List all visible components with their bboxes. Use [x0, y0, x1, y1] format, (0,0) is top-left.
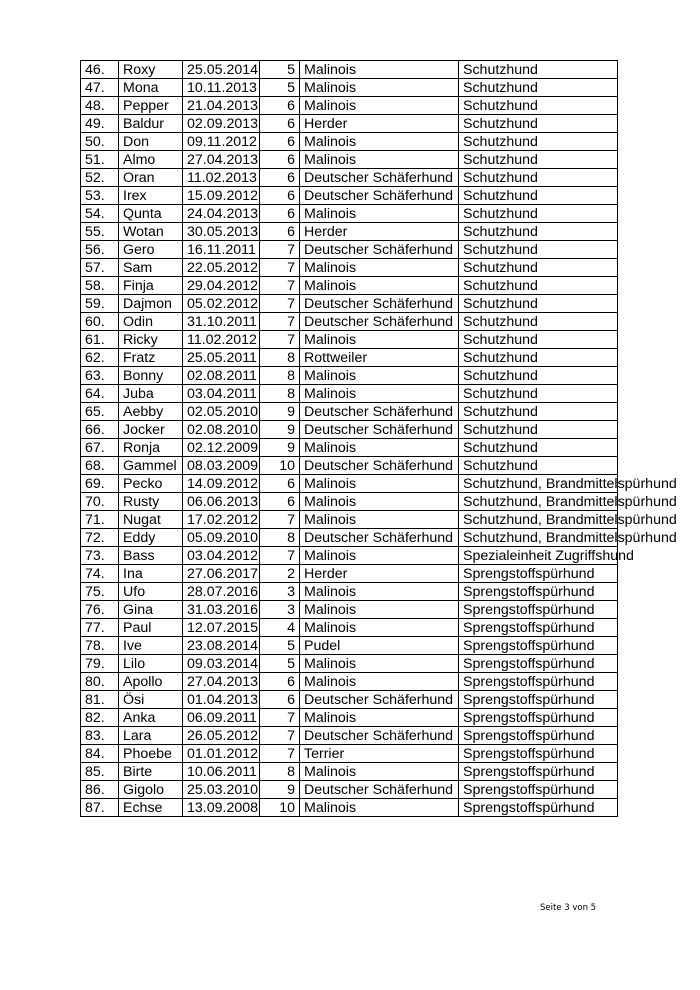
breed-cell: Herder [300, 565, 459, 583]
usage-cell: Sprengstoffspürhund [459, 601, 618, 619]
table-row [81, 457, 618, 475]
table-row [81, 223, 618, 241]
breed-cell: Malinois [300, 475, 459, 493]
table-row [81, 619, 618, 637]
table-row [81, 331, 618, 349]
birth-date-cell: 09.03.2014 [183, 655, 260, 673]
usage-cell: Schutzhund [459, 259, 618, 277]
birth-date-cell: 08.03.2009 [183, 457, 260, 475]
birth-date-cell: 02.12.2009 [183, 439, 260, 457]
age-cell: 7 [260, 241, 300, 259]
breed-cell: Malinois [300, 259, 459, 277]
age-cell: 6 [260, 133, 300, 151]
row-number-cell: 57. [81, 259, 119, 277]
dog-name-cell: Baldur [119, 115, 183, 133]
age-cell: 4 [260, 619, 300, 637]
page-footer: Seite 3 von 5 [540, 903, 597, 913]
row-number-cell: 55. [81, 223, 119, 241]
table-row [81, 439, 618, 457]
birth-date-cell: 31.03.2016 [183, 601, 260, 619]
dog-name-cell: Gero [119, 241, 183, 259]
table-row [81, 709, 618, 727]
age-cell: 9 [260, 439, 300, 457]
row-number-cell: 54. [81, 205, 119, 223]
birth-date-cell: 22.05.2012 [183, 259, 260, 277]
dog-name-cell: Birte [119, 763, 183, 781]
table-row [81, 97, 618, 115]
table-row [81, 565, 618, 583]
row-number-cell: 85. [81, 763, 119, 781]
dog-name-cell: Dajmon [119, 295, 183, 313]
usage-cell: Sprengstoffspürhund [459, 583, 618, 601]
dog-name-cell: Pecko [119, 475, 183, 493]
row-number-cell: 72. [81, 529, 119, 547]
usage-cell: Sprengstoffspürhund [459, 691, 618, 709]
dog-name-cell: Ive [119, 637, 183, 655]
dog-name-cell: Gigolo [119, 781, 183, 799]
dog-name-cell: Apollo [119, 673, 183, 691]
dog-name-cell: Jocker [119, 421, 183, 439]
dog-name-cell: Ricky [119, 331, 183, 349]
birth-date-cell: 11.02.2012 [183, 331, 260, 349]
age-cell: 10 [260, 457, 300, 475]
table-row [81, 601, 618, 619]
breed-cell: Malinois [300, 331, 459, 349]
usage-cell: Schutzhund [459, 133, 618, 151]
table-row [81, 493, 618, 511]
table-row [81, 421, 618, 439]
age-cell: 8 [260, 385, 300, 403]
usage-cell: Sprengstoffspürhund [459, 781, 618, 799]
breed-cell: Malinois [300, 709, 459, 727]
row-number-cell: 61. [81, 331, 119, 349]
table-row [81, 79, 618, 97]
dog-name-cell: Wotan [119, 223, 183, 241]
breed-cell: Deutscher Schäferhund [300, 529, 459, 547]
breed-cell: Malinois [300, 673, 459, 691]
usage-cell: Schutzhund, Brandmittelspürhund [459, 493, 618, 511]
row-number-cell: 58. [81, 277, 119, 295]
usage-cell: Schutzhund [459, 439, 618, 457]
breed-cell: Malinois [300, 655, 459, 673]
table-row [81, 241, 618, 259]
table-row [81, 277, 618, 295]
breed-cell: Malinois [300, 583, 459, 601]
row-number-cell: 47. [81, 79, 119, 97]
dog-name-cell: Fratz [119, 349, 183, 367]
row-number-cell: 73. [81, 547, 119, 565]
birth-date-cell: 02.09.2013 [183, 115, 260, 133]
dog-name-cell: Ufo [119, 583, 183, 601]
birth-date-cell: 24.04.2013 [183, 205, 260, 223]
breed-cell: Malinois [300, 151, 459, 169]
table-row [81, 385, 618, 403]
birth-date-cell: 06.06.2013 [183, 493, 260, 511]
table-row [81, 781, 618, 799]
usage-cell: Schutzhund [459, 295, 618, 313]
usage-cell: Schutzhund, Brandmittelspürhund [459, 475, 618, 493]
dog-name-cell: Roxy [119, 61, 183, 79]
row-number-cell: 75. [81, 583, 119, 601]
dog-name-cell: Pepper [119, 97, 183, 115]
dog-name-cell: Oran [119, 169, 183, 187]
usage-cell: Schutzhund [459, 115, 618, 133]
birth-date-cell: 12.07.2015 [183, 619, 260, 637]
dog-name-cell: Finja [119, 277, 183, 295]
table-row [81, 187, 618, 205]
row-number-cell: 82. [81, 709, 119, 727]
row-number-cell: 70. [81, 493, 119, 511]
dog-name-cell: Irex [119, 187, 183, 205]
breed-cell: Malinois [300, 385, 459, 403]
age-cell: 6 [260, 187, 300, 205]
table-row [81, 295, 618, 313]
row-number-cell: 84. [81, 745, 119, 763]
dog-name-cell: Ösi [119, 691, 183, 709]
age-cell: 9 [260, 403, 300, 421]
birth-date-cell: 27.06.2017 [183, 565, 260, 583]
table-row [81, 259, 618, 277]
dog-name-cell: Phoebe [119, 745, 183, 763]
birth-date-cell: 14.09.2012 [183, 475, 260, 493]
age-cell: 3 [260, 601, 300, 619]
row-number-cell: 52. [81, 169, 119, 187]
usage-cell: Schutzhund [459, 313, 618, 331]
dog-name-cell: Ronja [119, 439, 183, 457]
row-number-cell: 48. [81, 97, 119, 115]
table-row [81, 547, 618, 565]
age-cell: 9 [260, 781, 300, 799]
dog-name-cell: Eddy [119, 529, 183, 547]
dog-name-cell: Odin [119, 313, 183, 331]
birth-date-cell: 09.11.2012 [183, 133, 260, 151]
birth-date-cell: 10.11.2013 [183, 79, 260, 97]
birth-date-cell: 25.03.2010 [183, 781, 260, 799]
table-row [81, 205, 618, 223]
row-number-cell: 81. [81, 691, 119, 709]
table-row [81, 691, 618, 709]
birth-date-cell: 10.06.2011 [183, 763, 260, 781]
age-cell: 7 [260, 313, 300, 331]
row-number-cell: 78. [81, 637, 119, 655]
usage-cell: Schutzhund, Brandmittelspürhund [459, 511, 618, 529]
breed-cell: Malinois [300, 799, 459, 817]
usage-cell: Schutzhund [459, 223, 618, 241]
age-cell: 7 [260, 709, 300, 727]
age-cell: 6 [260, 169, 300, 187]
dog-name-cell: Rusty [119, 493, 183, 511]
breed-cell: Deutscher Schäferhund [300, 457, 459, 475]
row-number-cell: 62. [81, 349, 119, 367]
breed-cell: Deutscher Schäferhund [300, 727, 459, 745]
row-number-cell: 46. [81, 61, 119, 79]
usage-cell: Schutzhund [459, 277, 618, 295]
usage-cell: Schutzhund [459, 169, 618, 187]
dog-name-cell: Mona [119, 79, 183, 97]
age-cell: 8 [260, 763, 300, 781]
breed-cell: Deutscher Schäferhund [300, 421, 459, 439]
row-number-cell: 87. [81, 799, 119, 817]
usage-cell: Sprengstoffspürhund [459, 619, 618, 637]
age-cell: 9 [260, 421, 300, 439]
breed-cell: Deutscher Schäferhund [300, 187, 459, 205]
table-row [81, 169, 618, 187]
age-cell: 7 [260, 547, 300, 565]
birth-date-cell: 05.09.2010 [183, 529, 260, 547]
age-cell: 6 [260, 205, 300, 223]
dog-name-cell: Juba [119, 385, 183, 403]
table-row [81, 655, 618, 673]
dog-name-cell: Gammel [119, 457, 183, 475]
dog-name-cell: Qunta [119, 205, 183, 223]
row-number-cell: 76. [81, 601, 119, 619]
birth-date-cell: 30.05.2013 [183, 223, 260, 241]
age-cell: 7 [260, 745, 300, 763]
usage-cell: Sprengstoffspürhund [459, 763, 618, 781]
breed-cell: Deutscher Schäferhund [300, 781, 459, 799]
birth-date-cell: 21.04.2013 [183, 97, 260, 115]
row-number-cell: 74. [81, 565, 119, 583]
row-number-cell: 80. [81, 673, 119, 691]
usage-cell: Schutzhund [459, 331, 618, 349]
table-row [81, 367, 618, 385]
age-cell: 7 [260, 511, 300, 529]
usage-cell: Schutzhund [459, 241, 618, 259]
row-number-cell: 60. [81, 313, 119, 331]
table-row [81, 727, 618, 745]
usage-cell: Sprengstoffspürhund [459, 565, 618, 583]
row-number-cell: 68. [81, 457, 119, 475]
usage-cell: Schutzhund [459, 205, 618, 223]
usage-cell: Schutzhund, Brandmittelspürhund [459, 529, 618, 547]
table-row [81, 61, 618, 79]
birth-date-cell: 06.09.2011 [183, 709, 260, 727]
age-cell: 2 [260, 565, 300, 583]
age-cell: 6 [260, 223, 300, 241]
breed-cell: Malinois [300, 601, 459, 619]
table-row [81, 313, 618, 331]
age-cell: 6 [260, 97, 300, 115]
usage-cell: Spezialeinheit Zugriffshund [459, 547, 618, 565]
row-number-cell: 50. [81, 133, 119, 151]
age-cell: 7 [260, 331, 300, 349]
dog-name-cell: Don [119, 133, 183, 151]
breed-cell: Deutscher Schäferhund [300, 169, 459, 187]
table-row [81, 151, 618, 169]
dog-name-cell: Lilo [119, 655, 183, 673]
dog-name-cell: Almo [119, 151, 183, 169]
dog-name-cell: Nugat [119, 511, 183, 529]
birth-date-cell: 05.02.2012 [183, 295, 260, 313]
age-cell: 5 [260, 637, 300, 655]
row-number-cell: 59. [81, 295, 119, 313]
birth-date-cell: 02.05.2010 [183, 403, 260, 421]
row-number-cell: 67. [81, 439, 119, 457]
table-row [81, 133, 618, 151]
age-cell: 8 [260, 349, 300, 367]
birth-date-cell: 28.07.2016 [183, 583, 260, 601]
table-row [81, 115, 618, 133]
row-number-cell: 86. [81, 781, 119, 799]
age-cell: 5 [260, 79, 300, 97]
birth-date-cell: 13.09.2008 [183, 799, 260, 817]
row-number-cell: 77. [81, 619, 119, 637]
age-cell: 5 [260, 61, 300, 79]
dog-name-cell: Gina [119, 601, 183, 619]
usage-cell: Schutzhund [459, 151, 618, 169]
dog-name-cell: Paul [119, 619, 183, 637]
breed-cell: Malinois [300, 511, 459, 529]
birth-date-cell: 29.04.2012 [183, 277, 260, 295]
breed-cell: Deutscher Schäferhund [300, 295, 459, 313]
age-cell: 6 [260, 475, 300, 493]
table-row [81, 637, 618, 655]
breed-cell: Deutscher Schäferhund [300, 241, 459, 259]
row-number-cell: 71. [81, 511, 119, 529]
birth-date-cell: 31.10.2011 [183, 313, 260, 331]
usage-cell: Schutzhund [459, 457, 618, 475]
age-cell: 6 [260, 493, 300, 511]
row-number-cell: 79. [81, 655, 119, 673]
row-number-cell: 65. [81, 403, 119, 421]
breed-cell: Malinois [300, 97, 459, 115]
dog-name-cell: Bass [119, 547, 183, 565]
table-row [81, 403, 618, 421]
usage-cell: Sprengstoffspürhund [459, 709, 618, 727]
age-cell: 6 [260, 151, 300, 169]
birth-date-cell: 23.08.2014 [183, 637, 260, 655]
age-cell: 7 [260, 259, 300, 277]
breed-cell: Malinois [300, 763, 459, 781]
age-cell: 5 [260, 655, 300, 673]
breed-cell: Pudel [300, 637, 459, 655]
birth-date-cell: 17.02.2012 [183, 511, 260, 529]
breed-cell: Malinois [300, 277, 459, 295]
age-cell: 7 [260, 727, 300, 745]
breed-cell: Malinois [300, 133, 459, 151]
table-row [81, 763, 618, 781]
breed-cell: Malinois [300, 367, 459, 385]
birth-date-cell: 02.08.2011 [183, 367, 260, 385]
usage-cell: Sprengstoffspürhund [459, 727, 618, 745]
birth-date-cell: 15.09.2012 [183, 187, 260, 205]
dog-table [80, 60, 677, 817]
dog-name-cell: Lara [119, 727, 183, 745]
usage-cell: Sprengstoffspürhund [459, 745, 618, 763]
breed-cell: Terrier [300, 745, 459, 763]
birth-date-cell: 03.04.2011 [183, 385, 260, 403]
table-row [81, 673, 618, 691]
age-cell: 7 [260, 277, 300, 295]
birth-date-cell: 01.01.2012 [183, 745, 260, 763]
usage-cell: Sprengstoffspürhund [459, 637, 618, 655]
age-cell: 8 [260, 529, 300, 547]
breed-cell: Herder [300, 115, 459, 133]
usage-cell: Schutzhund [459, 97, 618, 115]
row-number-cell: 56. [81, 241, 119, 259]
dog-name-cell: Bonny [119, 367, 183, 385]
birth-date-cell: 02.08.2010 [183, 421, 260, 439]
age-cell: 10 [260, 799, 300, 817]
dog-name-cell: Ina [119, 565, 183, 583]
birth-date-cell: 11.02.2013 [183, 169, 260, 187]
usage-cell: Schutzhund [459, 79, 618, 97]
age-cell: 6 [260, 115, 300, 133]
dog-name-cell: Echse [119, 799, 183, 817]
usage-cell: Sprengstoffspürhund [459, 655, 618, 673]
usage-cell: Schutzhund [459, 403, 618, 421]
breed-cell: Malinois [300, 79, 459, 97]
breed-cell: Malinois [300, 439, 459, 457]
age-cell: 6 [260, 691, 300, 709]
table-row [81, 475, 618, 493]
age-cell: 3 [260, 583, 300, 601]
dog-table-body [81, 61, 677, 817]
breed-cell: Malinois [300, 205, 459, 223]
usage-cell: Schutzhund [459, 349, 618, 367]
usage-cell: Schutzhund [459, 367, 618, 385]
row-number-cell: 53. [81, 187, 119, 205]
breed-cell: Malinois [300, 61, 459, 79]
birth-date-cell: 25.05.2011 [183, 349, 260, 367]
row-number-cell: 49. [81, 115, 119, 133]
dog-name-cell: Anka [119, 709, 183, 727]
breed-cell: Herder [300, 223, 459, 241]
dog-name-cell: Aebby [119, 403, 183, 421]
breed-cell: Deutscher Schäferhund [300, 691, 459, 709]
birth-date-cell: 16.11.2011 [183, 241, 260, 259]
row-number-cell: 66. [81, 421, 119, 439]
breed-cell: Deutscher Schäferhund [300, 403, 459, 421]
age-cell: 8 [260, 367, 300, 385]
row-number-cell: 51. [81, 151, 119, 169]
table-row [81, 799, 618, 817]
usage-cell: Schutzhund [459, 187, 618, 205]
usage-cell: Schutzhund [459, 421, 618, 439]
birth-date-cell: 01.04.2013 [183, 691, 260, 709]
table-row [81, 745, 618, 763]
birth-date-cell: 03.04.2012 [183, 547, 260, 565]
dog-name-cell: Sam [119, 259, 183, 277]
breed-cell: Rottweiler [300, 349, 459, 367]
breed-cell: Deutscher Schäferhund [300, 313, 459, 331]
usage-cell: Schutzhund [459, 385, 618, 403]
table-row [81, 349, 618, 367]
usage-cell: Sprengstoffspürhund [459, 673, 618, 691]
age-cell: 6 [260, 673, 300, 691]
table-row [81, 529, 618, 547]
birth-date-cell: 27.04.2013 [183, 673, 260, 691]
table-row [81, 583, 618, 601]
row-number-cell: 63. [81, 367, 119, 385]
breed-cell: Malinois [300, 493, 459, 511]
birth-date-cell: 27.04.2013 [183, 151, 260, 169]
breed-cell: Malinois [300, 619, 459, 637]
usage-cell: Sprengstoffspürhund [459, 799, 618, 817]
age-cell: 7 [260, 295, 300, 313]
birth-date-cell: 25.05.2014 [183, 61, 260, 79]
birth-date-cell: 26.05.2012 [183, 727, 260, 745]
row-number-cell: 83. [81, 727, 119, 745]
usage-cell: Schutzhund [459, 61, 618, 79]
row-number-cell: 64. [81, 385, 119, 403]
row-number-cell: 69. [81, 475, 119, 493]
breed-cell: Malinois [300, 547, 459, 565]
table-row [81, 511, 618, 529]
